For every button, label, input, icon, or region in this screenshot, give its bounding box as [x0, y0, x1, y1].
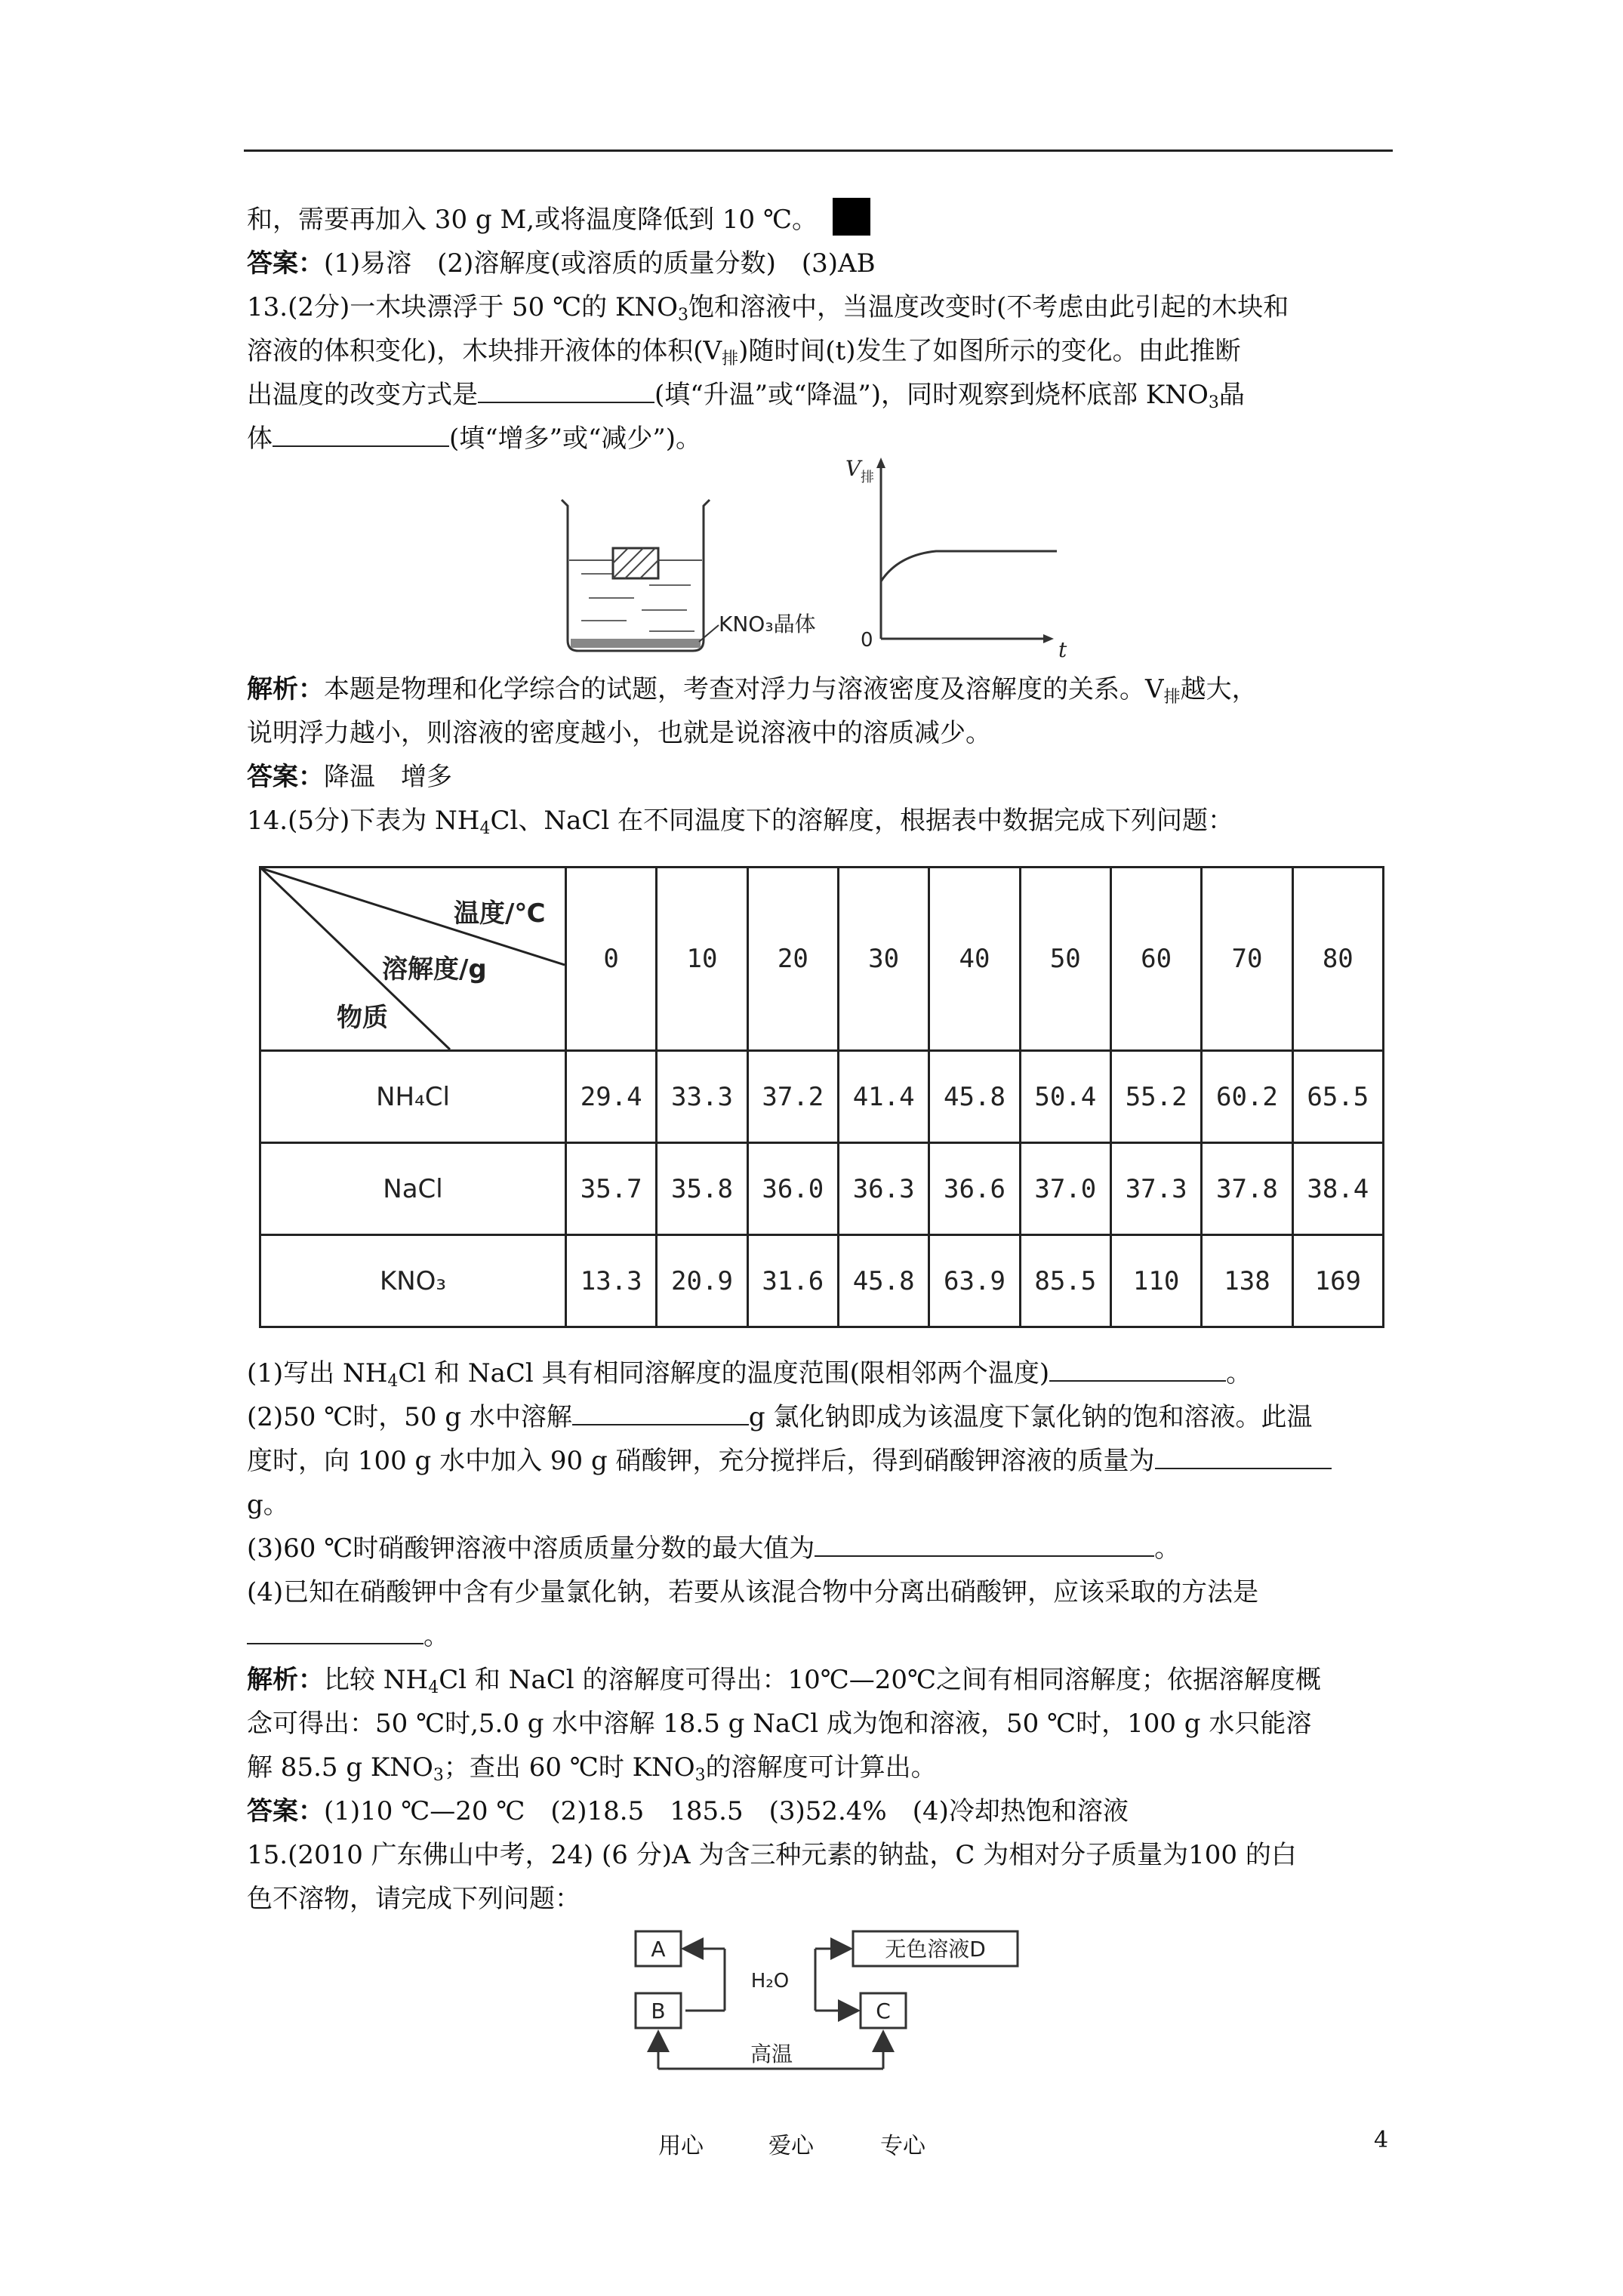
subscript: 排	[722, 350, 739, 368]
q14-text: g。	[247, 1490, 289, 1520]
solubility-value-cell: 45.8	[838, 1235, 929, 1327]
temp-header-cell: 80	[1292, 868, 1383, 1051]
q14-text: (4)已知在硝酸钾中含有少量氯化钠，若要从该混合物中分离出硝酸钾，应该采取的方法是	[247, 1577, 1259, 1607]
analysis14-line3	[247, 1746, 1394, 1789]
analysis-text: 解 85.5 g KNO	[247, 1752, 433, 1783]
continued-line	[247, 198, 1394, 242]
q13-text: )随时间(t)发生了如图所示的变化。由此推断	[738, 336, 1241, 366]
solubility-value-cell: 33.3	[657, 1051, 747, 1143]
solubility-value-cell: 35.7	[566, 1143, 657, 1235]
subscript: 4	[479, 819, 491, 838]
answer-blank[interactable]	[815, 1533, 1154, 1557]
q13-text: 出温度的改变方式是	[247, 380, 478, 410]
q14-part2-line3	[247, 1483, 1394, 1527]
box-d-label: 无色溶液D	[885, 1937, 986, 1962]
analysis-text: 比较 NH	[324, 1665, 429, 1695]
q14-text: (1)写出 NH	[247, 1358, 388, 1388]
solubility-value-cell: 37.8	[1202, 1143, 1292, 1235]
solubility-value-cell: 41.4	[838, 1051, 929, 1143]
black-square	[833, 198, 870, 236]
corner-solubility-label: 溶解度/g	[382, 954, 487, 985]
temp-header-cell: 10	[657, 868, 747, 1051]
solubility-value-cell: 31.6	[747, 1235, 838, 1327]
analysis-text: 的溶解度可计算出。	[705, 1752, 937, 1783]
q14-text: (3)60 ℃时硝酸钾溶液中溶质质量分数的最大值为	[247, 1533, 815, 1564]
solubility-value-cell: 20.9	[657, 1235, 747, 1327]
box-a-label: A	[651, 1937, 666, 1962]
table-corner-cell	[260, 868, 566, 1051]
solubility-value-cell: 35.8	[657, 1143, 747, 1235]
page-number: 4	[1374, 2127, 1389, 2153]
q15-line1	[247, 1833, 1394, 1877]
solubility-value-cell: 37.3	[1110, 1143, 1201, 1235]
crystal-layer	[571, 639, 701, 648]
analysis-text: ；查出 60 ℃时 KNO	[443, 1752, 695, 1783]
q13-text: 晶	[1218, 380, 1245, 410]
q14-text: 度时，向 100 g 水中加入 90 g 硝酸钾，充分搅拌后，得到硝酸钾溶液的质量为	[247, 1446, 1155, 1476]
footer-motto-3: 专心	[880, 2133, 925, 2159]
temp-header-cell: 60	[1110, 868, 1201, 1051]
answer-blank[interactable]	[273, 423, 449, 447]
analysis-label: 解析：	[247, 1665, 324, 1695]
analysis13-line2	[247, 711, 1394, 755]
table-row	[260, 1235, 1384, 1327]
water-label: H₂O	[750, 1970, 790, 1992]
temp-header-cell: 30	[838, 868, 929, 1051]
q15-line2	[247, 1877, 1394, 1921]
temp-header-cell: 0	[566, 868, 657, 1051]
solubility-value-cell: 29.4	[566, 1051, 657, 1143]
header-rule	[244, 149, 1393, 152]
volume-time-graph	[845, 456, 1067, 662]
answer-blank[interactable]	[478, 379, 654, 403]
q14-text: 。	[1226, 1358, 1252, 1388]
solubility-value-cell: 36.3	[838, 1143, 929, 1235]
answer-label: 答案：	[247, 248, 324, 279]
q14-text: Cl、NaCl 在不同温度下的溶解度，根据表中数据完成下列问题：	[490, 806, 1234, 836]
axis-y-label: V	[845, 456, 861, 481]
figure-15	[627, 1918, 1049, 2084]
answer-blank[interactable]	[247, 1620, 423, 1644]
table-row	[260, 1143, 1384, 1235]
solubility-value-cell: 50.4	[1020, 1051, 1110, 1143]
analysis-label: 解析：	[247, 674, 324, 704]
subscript: 3	[1208, 393, 1219, 412]
analysis-text: 本题是物理和化学综合的试题，考查对浮力与溶液密度及溶解度的关系。V	[324, 674, 1164, 704]
q13-text: 饱和溶液中，当温度改变时(不考虑由此引起的木块和	[688, 292, 1289, 322]
temp-header-cell: 20	[747, 868, 838, 1051]
table-row	[260, 1051, 1384, 1143]
solubility-value-cell: 13.3	[566, 1235, 657, 1327]
analysis13-line1	[247, 667, 1394, 711]
q13-line1	[247, 285, 1394, 329]
box-c-label: C	[876, 1999, 891, 2023]
q13-text: 溶液的体积变化)，木块排开液体的体积(V	[247, 336, 722, 366]
origin-label: 0	[861, 629, 873, 652]
q14-part3	[247, 1527, 1394, 1570]
solubility-value-cell: 36.6	[929, 1143, 1020, 1235]
q14-intro	[247, 799, 1394, 843]
answer-label: 答案：	[247, 762, 324, 792]
solubility-value-cell: 55.2	[1110, 1051, 1201, 1143]
q14-part2-line2	[247, 1439, 1394, 1483]
corner-temp-label: 温度/℃	[454, 898, 546, 929]
axis-x-label: t	[1058, 637, 1067, 662]
substance-cell: NaCl	[260, 1143, 566, 1235]
solubility-value-cell: 45.8	[929, 1051, 1020, 1143]
box-b-label: B	[651, 1999, 666, 2023]
solubility-value-cell: 60.2	[1202, 1051, 1292, 1143]
answer-14	[247, 1789, 1394, 1833]
q14-text: 。	[423, 1621, 449, 1651]
analysis-text: Cl 和 NaCl 的溶解度可得出：10℃—20℃之间有相同溶解度；依据溶解度概	[439, 1665, 1322, 1695]
axis-y-subscript: 排	[861, 470, 874, 485]
answer-text: (1)10 ℃—20 ℃ (2)18.5 185.5 (3)52.4% (4)冷却热饱和溶液	[324, 1796, 1129, 1826]
subscript: 4	[428, 1678, 439, 1697]
solubility-value-cell: 65.5	[1292, 1051, 1383, 1143]
answer-13	[247, 755, 1394, 799]
q13-text: 体	[247, 424, 273, 454]
answer-12	[247, 242, 1394, 285]
analysis14-line1	[247, 1658, 1394, 1702]
analysis-text: 越大，	[1180, 674, 1258, 704]
analysis-text: 说明浮力越小，则溶液的密度越小，也就是说溶液中的溶质减少。	[247, 718, 991, 748]
q13-text: (填“升温”或“降温”)，同时观察到烧杯底部 KNO	[654, 380, 1209, 410]
crystal-label: KNO₃晶体	[719, 612, 816, 636]
substance-cell: NH₄Cl	[260, 1051, 566, 1143]
q13-text: 13.(2分)一木块漂浮于 50 ℃的 KNO	[247, 292, 678, 322]
solubility-value-cell: 37.2	[747, 1051, 838, 1143]
substance-cell: KNO₃	[260, 1235, 566, 1327]
q14-text: g 氯化钠即成为该温度下氯化钠的饱和溶液。此温	[748, 1402, 1313, 1432]
solubility-value-cell: 85.5	[1020, 1235, 1110, 1327]
figure-13	[559, 453, 1117, 664]
table-header-row	[260, 868, 1384, 1051]
text-block-analysis13	[247, 667, 1394, 843]
answer-blank[interactable]	[1155, 1445, 1332, 1469]
subscript: 排	[1163, 688, 1181, 707]
volume-curve	[881, 551, 1057, 581]
text-block-q14	[247, 1351, 1394, 1921]
answer-label: 答案：	[247, 1796, 324, 1826]
q15-text: 15.(2010 广东佛山中考，24) (6 分)A 为含三种元素的钠盐，C 为相对分子质量为100 的白	[247, 1840, 1297, 1870]
solubility-value-cell: 138	[1202, 1235, 1292, 1327]
answer-blank[interactable]	[572, 1401, 749, 1425]
analysis-text: 念可得出：50 ℃时,5.0 g 水中溶解 18.5 g NaCl 成为饱和溶液，50 ℃时，100 g 水只能溶	[247, 1709, 1312, 1739]
footer-motto-2: 爱心	[768, 2133, 814, 2159]
subscript: 3	[433, 1766, 444, 1785]
solubility-value-cell: 38.4	[1292, 1143, 1383, 1235]
flow-diagram	[636, 1931, 1018, 2069]
high-temp-label: 高温	[750, 2042, 793, 2066]
beaker-diagram	[562, 500, 816, 651]
corner-substance-label: 物质	[337, 1003, 388, 1033]
solubility-value-cell: 37.0	[1020, 1143, 1110, 1235]
analysis14-line2	[247, 1702, 1394, 1746]
q14-text: (2)50 ℃时，50 g 水中溶解	[247, 1402, 572, 1432]
solubility-value-cell: 110	[1110, 1235, 1201, 1327]
answer-text: 降温 增多	[324, 762, 452, 792]
temp-header-cell: 50	[1020, 868, 1110, 1051]
solubility-table	[259, 866, 1384, 1328]
q14-text: 。	[1154, 1533, 1181, 1564]
answer-text: (1)易溶 (2)溶解度(或溶质的质量分数) (3)AB	[324, 248, 876, 279]
continued-text: 和，需要再加入 30 g M,或将温度降低到 10 ℃。	[247, 205, 818, 235]
solubility-value-cell: 169	[1292, 1235, 1383, 1327]
q14-part4	[247, 1570, 1394, 1614]
q13-text: (填“增多”或“减少”)。	[449, 424, 702, 454]
subscript: 3	[677, 306, 688, 325]
text-block-top	[247, 198, 1394, 461]
q14-part2	[247, 1395, 1394, 1439]
q15-text: 色不溶物，请完成下列问题：	[247, 1884, 581, 1914]
answer-blank[interactable]	[1049, 1358, 1226, 1382]
solubility-value-cell: 63.9	[929, 1235, 1020, 1327]
subscript: 4	[387, 1372, 399, 1391]
subscript: 3	[694, 1766, 706, 1785]
q13-line3	[247, 373, 1394, 417]
q14-part1	[247, 1351, 1394, 1395]
q14-text: 14.(5分)下表为 NH	[247, 806, 480, 836]
q14-part4-line2	[247, 1614, 1394, 1658]
solubility-value-cell: 36.0	[747, 1143, 838, 1235]
temp-header-cell: 40	[929, 868, 1020, 1051]
temp-header-cell: 70	[1202, 868, 1292, 1051]
q14-text: Cl 和 NaCl 具有相同溶解度的温度范围(限相邻两个温度)	[398, 1358, 1050, 1388]
q13-line2	[247, 329, 1394, 373]
footer-motto-1: 用心	[658, 2133, 704, 2159]
